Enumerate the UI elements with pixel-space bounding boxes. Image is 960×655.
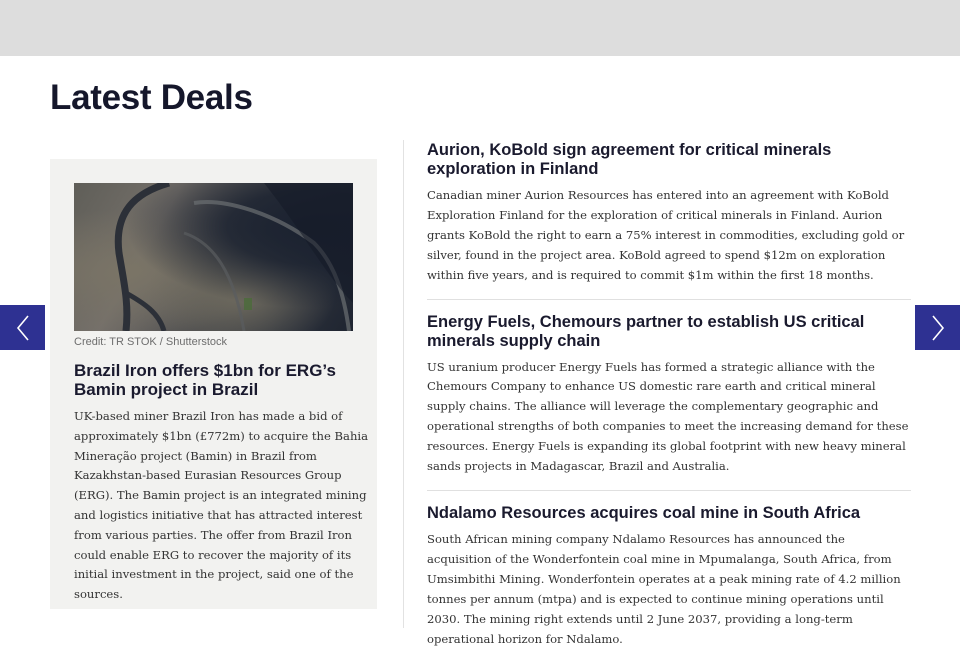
- deal-summary: South African mining company Ndalamo Resources has announced the acquisition of the Wonderfontein coal mine in Mpumalanga, South Africa, from Umsimbithi Mining. Wonderfontein operates at a peak mining rate of 4.2 million tonnes per annum (mtpa) and is expected to continue mining operations until 2030. The mining right extends until 2 June 2037, providing a long-term operational horizon for Ndalamo.: [427, 531, 901, 646]
- deal-summary: Canadian miner Aurion Resources has entered into an agreement with KoBold Exploration Finland for the exploration of critical minerals in Finland. Aurion grants KoBold the right to earn a 75% interest in commodities, excluding gold or silver, found in the project area. KoBold agreed to spend $12m on exploration within five years, and is required to commit $1m within the first 18 months.: [427, 188, 905, 282]
- chevron-left-icon: [15, 314, 31, 342]
- deal-headline-link[interactable]: Energy Fuels, Chemours partner to establish US critical minerals supply chain: [427, 312, 865, 350]
- carousel-prev-button[interactable]: [0, 305, 45, 350]
- deal-summary: US uranium producer Energy Fuels has formed a strategic alliance with the Chemours Company to enhance US domestic rare earth and critical mineral supply chains. The alliance will leverage the complementary geographic and operational strengths of both companies to meet the increasing demand for these resources. Energy Fuels is expanding its global footprint with new heavy mineral sands projects in Madagascar, Brazil and Australia.: [427, 359, 909, 474]
- deal-item: [427, 504, 911, 655]
- deal-headline-link[interactable]: Aurion, KoBold sign agreement for critical minerals exploration in Finland: [427, 141, 832, 178]
- deal-item: [427, 313, 911, 491]
- carousel-next-button[interactable]: [915, 305, 960, 350]
- section-title: Latest Deals: [50, 78, 253, 117]
- featured-headline-link[interactable]: Brazil Iron offers $1bn for ERG’s Bamin project in Brazil: [74, 361, 336, 399]
- deal-list: [427, 141, 911, 655]
- mine-aerial-illustration: [74, 183, 353, 331]
- featured-summary: UK-based miner Brazil Iron has made a bid of approximately $1bn (£772m) to acquire the Bahia Mineração project (Bamin) in Brazil from Kazakhstan-based Eurasian Resources Group (ERG). The Bamin project is an integrated mining and logistics initiative that has attracted interest from various parties. The offer from Brazil Iron could enable ERG to recover the majority of its initial investment in the project, said one of the sources.: [74, 409, 369, 602]
- image-credit: Credit: TR STOK / Shutterstock: [74, 336, 228, 348]
- chevron-right-icon: [930, 314, 946, 342]
- deal-headline-link[interactable]: Ndalamo Resources acquires coal mine in South Africa: [427, 503, 861, 522]
- deal-item: [427, 141, 911, 300]
- featured-image[interactable]: [74, 183, 353, 331]
- top-banner-placeholder: [0, 0, 960, 56]
- featured-deal-card[interactable]: [50, 159, 377, 609]
- column-divider: [403, 140, 404, 628]
